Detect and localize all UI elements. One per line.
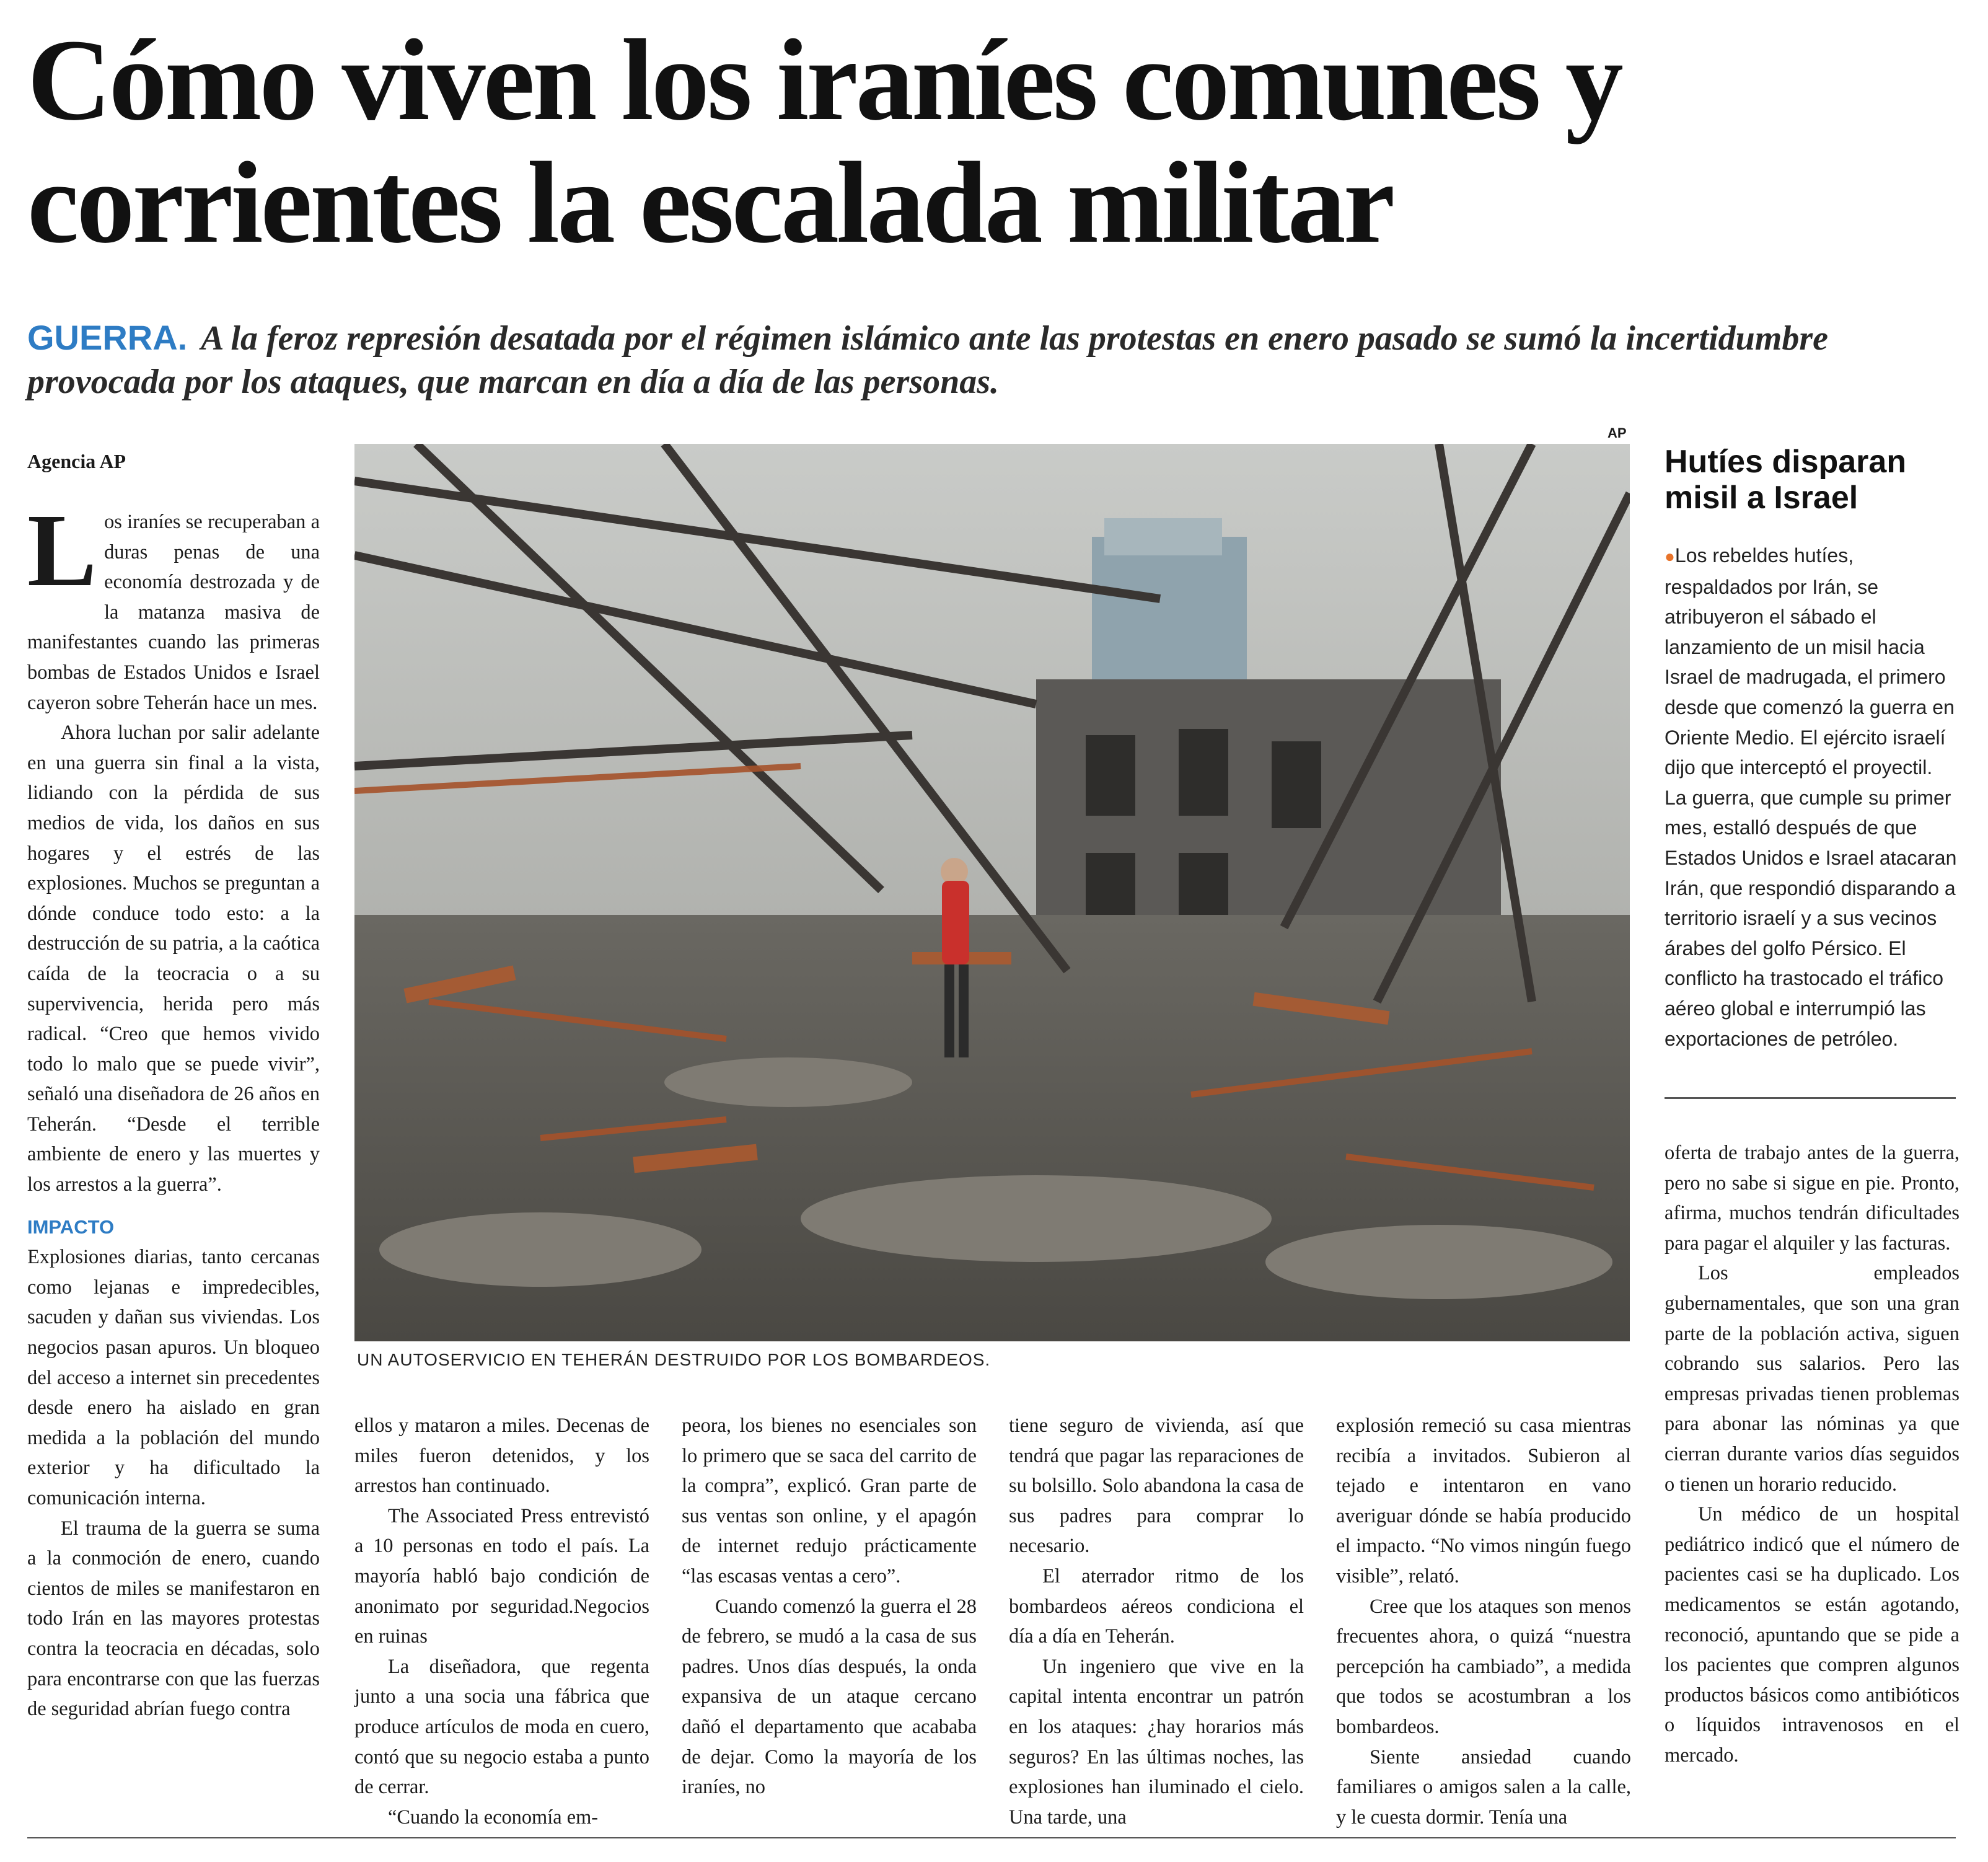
paragraph: El trauma de la guerra se suma a la conmoción de enero, cuando cientos de miles se manifestaron en todo Irán en las mayores protestas contra la teocracia en décadas, solo para encontrarse con que las fuerzas de seguridad abrían fuego contra bbox=[27, 1517, 320, 1721]
paragraph: La diseñadora, que regenta junto a una socia una fábrica que produce artículos de moda en cuero, contó que su negocio estaba a punto de cerrar. bbox=[354, 1655, 649, 1799]
photo-credit: AP bbox=[1608, 425, 1627, 441]
paragraph: oferta de trabajo antes de la guerra, pero no sabe si sigue en pie. Pronto, afirma, muchos tendrán dificultades para pagar el alquiler y las facturas. bbox=[1665, 1142, 1959, 1255]
main-photo bbox=[354, 444, 1630, 1341]
column-6 bbox=[1665, 1138, 1959, 1770]
sidebar-divider bbox=[1665, 1097, 1956, 1099]
drop-cap: L bbox=[27, 493, 97, 608]
paragraph: El aterrador ritmo de los bombardeos aéreos condiciona el día a día en Teherán. bbox=[1009, 1564, 1304, 1648]
sidebar-body bbox=[1665, 541, 1959, 1054]
column-3 bbox=[682, 1411, 977, 1802]
paragraph: Un médico de un hospital pediátrico indicó que el número de pacientes casi se ha duplicado. Los medicamentos se están agotando, reconoció, apuntando que se pide a los pacientes que compren algunos productos básicos como antibióticos o líquidos intravenosos en el mercado. bbox=[1665, 1503, 1959, 1767]
paragraph: tiene seguro de vivienda, así que tendrá que pagar las reparaciones de su bolsillo. Solo abandona la casa de sus padres para comprar lo necesario. bbox=[1009, 1414, 1304, 1558]
paragraph: Explosiones diarias, tanto cercanas como lejanas e impredecibles, sacuden y dañan sus viviendas. Los negocios pasan apuros. Un bloqueo del acceso a internet sin precedentes desde enero ha aislado en gran medida a la población del mundo exterior y ha dificultado la comunicación interna. bbox=[27, 1246, 320, 1509]
paragraph: Cree que los ataques son menos frecuentes ahora, o quizá “nuestra percepción ha cambiado”, a medida que todos se acostumbran a los bombardeos. bbox=[1336, 1595, 1631, 1738]
lead-text: os iraníes se recuperaban a duras penas de una economía destrozada y de la matanza masiva de manifestantes cuando las primeras bombas de Estados Unidos e Israel cayeron sobre Teherán hace un mes. bbox=[27, 511, 320, 714]
headline-line-1: Cómo viven los iraníes comunes y bbox=[27, 15, 1621, 144]
sidebar-text: Los rebeldes hutíes, respaldados por Irán, se atribuyeron el sábado el lanzamiento de un misil hacia Israel de madrugada, el primero desde que comenzó la guerra en Oriente Medio. El ejército israelí dijo que interceptó el proyectil. La guerra, que cumple su primer mes, estalló después de que Estados Unidos e Israel atacaran Irán, que respondió disparando a territorio israelí y a sus vecinos árabes del golfo Pérsico. El conflicto ha trastocado el tráfico aéreo global e interrumpió las exportaciones de petróleo. bbox=[1665, 544, 1957, 1050]
headline-line-2: corrientes la escalada militar bbox=[27, 138, 1393, 267]
paragraph: Siente ansiedad cuando familiares o amigos salen a la calle, y le cuesta dormir. Tenía una bbox=[1336, 1745, 1631, 1829]
deck bbox=[27, 316, 1961, 404]
paragraph: “Cuando la economía em- bbox=[388, 1806, 599, 1829]
byline: Agencia AP bbox=[27, 450, 126, 472]
bottom-rule bbox=[27, 1837, 1956, 1838]
column-1 bbox=[27, 493, 320, 1724]
deck-text: A la feroz represión desatada por el régimen islámico ante las protestas en enero pasado se sumó la incertidumbre provocada por los ataques, que marcan en día a día de las personas. bbox=[27, 319, 1829, 401]
paragraph: explosión remeció su casa mientras recibía a invitados. Subieron al tejado e intentaron en vano averiguar dónde se había producido el impacto. “No vimos ningún fuego visible”, relató. bbox=[1336, 1414, 1631, 1587]
column-2 bbox=[354, 1411, 649, 1832]
paragraph: Cuando comenzó la guerra el 28 de febrero, se mudó a la casa de sus padres. Unos días después, la onda expansiva de un ataque cercano dañó el departamento que acababa de dejar. Como la mayoría de los iraníes, no bbox=[682, 1595, 977, 1799]
deck-kicker: GUERRA. bbox=[27, 318, 188, 357]
paragraph: peora, los bienes no esenciales son lo primero que se saca del carrito de la compra”, explicó. Gran parte de sus ventas son online, y el apagón de internet redujo prácticamente “las escasas ventas a cero”. bbox=[682, 1414, 977, 1587]
headline bbox=[27, 15, 1961, 267]
bullet-dot-icon: ● bbox=[1665, 547, 1675, 566]
paragraph: Ahora luchan por salir adelante en una guerra sin final a la vista, lidiando con la pérdida de sus medios de vida, los daños en sus hogares y el estrés de las explosiones. Muchos se preguntan a dónde conduce todo esto: a la destrucción de su patria, a la caótica caída de la teocracia o a su supervivencia, herida pero más radical. “Creo que hemos vivido todo lo malo que se puede vivir”, señaló una diseñadora de 26 años en Teherán. “Desde el terrible ambiente de enero y las muertes y los arrestos a la guerra”. bbox=[27, 721, 320, 1196]
subhead-impacto: IMPACTO bbox=[27, 1216, 115, 1238]
paragraph: ellos y mataron a miles. Decenas de miles fueron detenidos, y los arrestos han continuado. bbox=[354, 1414, 649, 1498]
photo-caption: UN AUTOSERVICIO EN TEHERÁN DESTRUIDO POR LOS BOMBARDEOS. bbox=[357, 1350, 991, 1369]
paragraph: Un ingeniero que vive en la capital intenta encontrar un patrón en los ataques: ¿hay horarios más seguros? En las últimas noches, las explosiones han iluminado el cielo. Una tarde, una bbox=[1009, 1655, 1304, 1829]
destroyed-building-image bbox=[354, 444, 1630, 1341]
column-5 bbox=[1336, 1411, 1631, 1832]
paragraph: Los empleados gubernamentales, que son una gran parte de la población activa, siguen cobrando sus salarios. Pero las empresas privadas tienen problemas para abonar las nóminas ya que cierran durante varios días seguidos o tienen un horario reducido. bbox=[1665, 1262, 1959, 1496]
column-4 bbox=[1009, 1411, 1304, 1832]
lead-paragraph bbox=[27, 493, 320, 718]
sidebar-title: Hutíes disparan misil a Israel bbox=[1665, 444, 1907, 516]
paragraph: The Associated Press entrevistó a 10 personas en todo el país. La mayoría habló bajo condición de anonimato por seguridad.Negocios en ruinas bbox=[354, 1504, 649, 1648]
